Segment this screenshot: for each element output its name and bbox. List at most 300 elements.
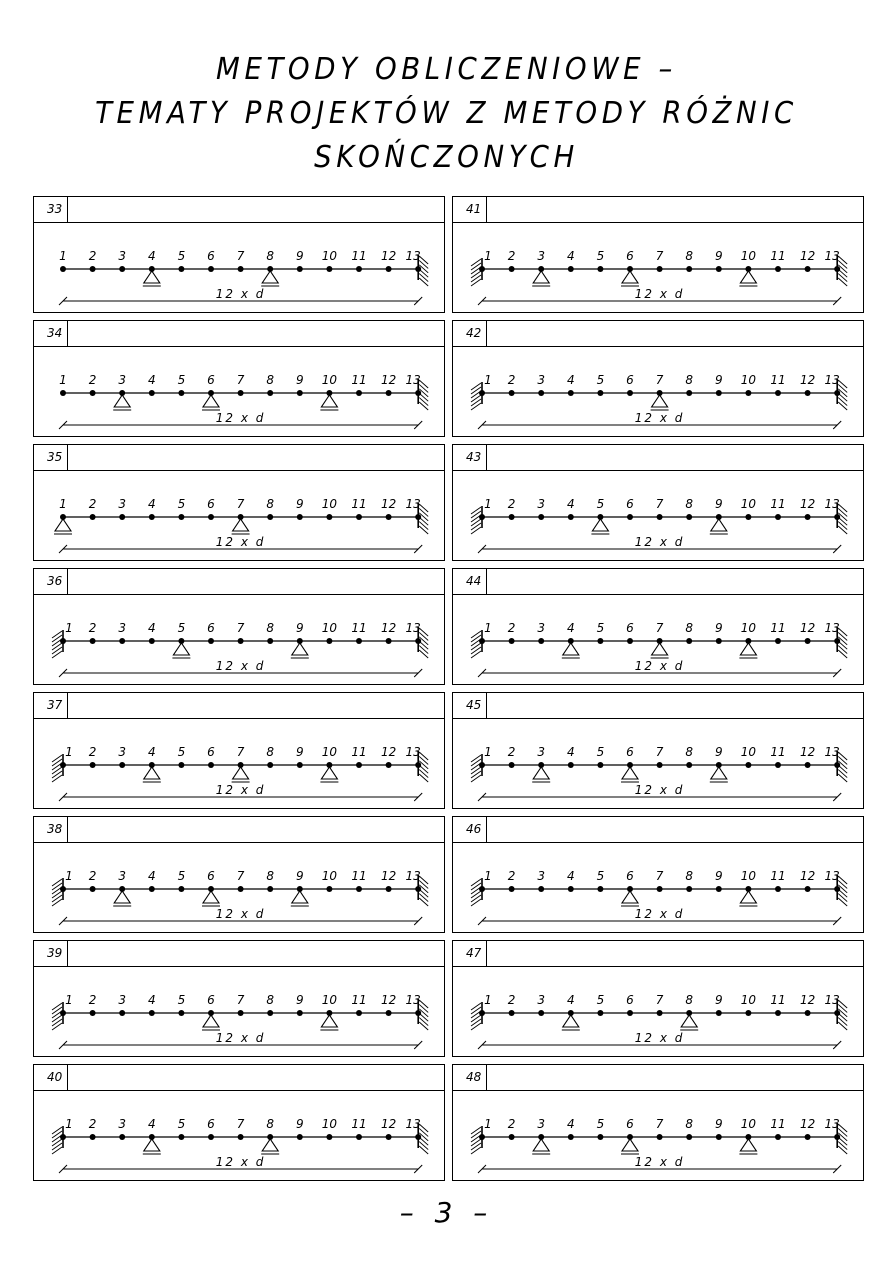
node-dot [834,886,840,892]
topic-header [453,941,863,967]
node-dot [119,1134,125,1140]
node-label: 4 [566,1117,575,1131]
pin-support [621,891,639,906]
node-label: 4 [147,497,156,511]
node-dot [238,638,244,644]
topic-panel [452,1064,864,1181]
node-dot [805,886,811,892]
node-label: 2 [88,497,97,511]
node-label: 11 [770,373,786,387]
node-dot [356,886,362,892]
fixed-support-left [471,1002,482,1030]
node-dot [90,266,96,272]
node-dot [805,390,811,396]
topic-header [34,197,444,223]
node-dot [356,390,362,396]
pin-support [710,519,728,534]
node-label: 10 [740,621,757,635]
node-label: 4 [566,745,575,759]
node-dot [297,762,303,768]
topic-panel [33,816,445,933]
node-dot [686,762,692,768]
pin-support [202,891,220,906]
node-label: 7 [655,497,664,511]
node-label: 10 [321,249,338,263]
pin-support [562,643,580,658]
node-label: 12 [799,993,816,1007]
node-dot [657,1010,663,1016]
node-label: 8 [685,621,694,635]
node-label: 3 [537,1117,546,1131]
node-dot [479,514,485,520]
node-dot [356,1010,362,1016]
node-dot [386,514,392,520]
node-dot [178,1134,184,1140]
node-label: 7 [236,993,245,1007]
node-label: 7 [655,621,664,635]
topic-panel [33,940,445,1057]
pin-support [261,271,279,286]
node-label: 5 [177,745,186,759]
topic-number: 36 [34,569,68,594]
beam-diagram [34,471,446,561]
node-dot [238,266,244,272]
node-dot [775,514,781,520]
node-dot [686,266,692,272]
fixed-support-left [471,506,482,534]
fixed-support-left [52,754,63,782]
node-label: 2 [507,1117,516,1131]
node-dot [60,266,66,272]
node-label: 4 [566,249,575,263]
topic-panel [33,444,445,561]
pin-support [739,891,757,906]
beam-diagram [34,967,446,1057]
topic-panel [33,568,445,685]
pin-support [621,767,639,782]
node-dot [479,762,485,768]
node-label: 12 [799,1117,816,1131]
node-label: 5 [596,373,605,387]
node-label: 6 [207,373,215,387]
node-label: 5 [596,869,605,883]
node-dot [178,886,184,892]
node-dot [119,514,125,520]
node-label: 3 [537,497,546,511]
pin-support [651,395,669,410]
topic-header [34,445,444,471]
node-label: 6 [626,249,634,263]
node-label: 7 [655,1117,664,1131]
node-label: 13 [824,869,840,883]
topic-number: 41 [453,197,487,222]
node-label: 12 [380,497,397,511]
node-dot [326,1134,332,1140]
node-label: 5 [177,497,186,511]
node-label: 9 [714,373,723,387]
node-dot [834,762,840,768]
node-label: 2 [507,249,516,263]
node-dot [238,390,244,396]
node-dot [775,886,781,892]
beam-diagram [34,1091,446,1181]
node-label: 9 [295,373,304,387]
node-dot [597,390,603,396]
node-label: 10 [321,621,338,635]
node-label: 7 [236,497,245,511]
node-label: 11 [351,497,367,511]
node-label: 13 [405,249,421,263]
node-dot [208,266,214,272]
span-label: 12 x d [215,907,266,921]
node-label: 12 [799,497,816,511]
pin-support [143,1139,161,1154]
node-dot [415,1010,421,1016]
node-dot [627,638,633,644]
node-label: 2 [88,249,97,263]
node-label: 9 [714,993,723,1007]
node-label: 5 [596,497,605,511]
pin-support [54,519,72,534]
node-dot [775,638,781,644]
node-label: 11 [351,869,367,883]
node-dot [415,514,421,520]
pin-support [320,395,338,410]
node-dot [775,1010,781,1016]
fixed-support-left [52,878,63,906]
node-dot [149,638,155,644]
topic-number: 34 [34,321,68,346]
fixed-support-left [471,754,482,782]
node-dot [119,762,125,768]
node-dot [149,390,155,396]
node-dot [538,390,544,396]
topic-number: 39 [34,941,68,966]
node-dot [509,638,515,644]
node-dot [119,266,125,272]
topic-panel [452,444,864,561]
node-label: 7 [655,249,664,263]
node-label: 5 [177,621,186,635]
topic-panel [33,1064,445,1181]
pin-support [261,1139,279,1154]
node-label: 10 [740,993,757,1007]
node-label: 3 [537,993,546,1007]
node-dot [686,886,692,892]
node-dot [686,390,692,396]
topic-number: 38 [34,817,68,842]
node-label: 1 [484,745,492,759]
node-dot [119,1010,125,1016]
beam-diagram [34,223,446,313]
fixed-support-left [52,630,63,658]
node-dot [805,638,811,644]
node-dot [479,266,485,272]
node-label: 4 [147,249,156,263]
node-label: 12 [380,373,397,387]
span-label: 12 x d [634,535,685,549]
node-dot [805,1134,811,1140]
node-label: 12 [380,745,397,759]
node-label: 1 [484,869,492,883]
node-label: 11 [351,993,367,1007]
node-label: 12 [799,373,816,387]
node-label: 1 [65,621,73,635]
node-label: 5 [596,621,605,635]
node-dot [568,390,574,396]
node-dot [267,1010,273,1016]
node-label: 11 [770,993,786,1007]
beam-diagram [34,347,446,437]
node-label: 8 [685,1117,694,1131]
node-dot [386,886,392,892]
node-dot [509,1010,515,1016]
node-label: 6 [207,1117,215,1131]
node-label: 7 [655,869,664,883]
node-label: 8 [685,993,694,1007]
node-label: 9 [714,621,723,635]
node-dot [509,390,515,396]
node-dot [60,886,66,892]
node-label: 12 [380,1117,397,1131]
node-label: 5 [596,745,605,759]
node-label: 10 [321,497,338,511]
node-label: 6 [626,621,634,635]
node-label: 4 [566,869,575,883]
span-label: 12 x d [634,659,685,673]
node-label: 5 [177,373,186,387]
node-label: 13 [824,745,840,759]
topic-panel [452,320,864,437]
title-line-2: TEMATY PROJEKTÓW Z METODY RÓŻNIC [95,96,798,131]
span-label: 12 x d [215,535,266,549]
node-dot [657,1134,663,1140]
node-dot [386,638,392,644]
node-label: 13 [405,1117,421,1131]
pin-support [680,1015,698,1030]
node-label: 12 [380,249,397,263]
node-label: 8 [685,869,694,883]
pin-support [532,271,550,286]
span-label: 12 x d [634,411,685,425]
node-label: 2 [88,993,97,1007]
node-dot [356,1134,362,1140]
node-dot [149,514,155,520]
node-label: 5 [177,249,186,263]
node-dot [627,514,633,520]
span-label: 12 x d [634,1031,685,1045]
node-label: 1 [484,373,492,387]
node-dot [90,762,96,768]
node-dot [208,1134,214,1140]
node-label: 8 [266,993,275,1007]
topic-number: 48 [453,1065,487,1090]
node-label: 4 [566,373,575,387]
node-dot [568,514,574,520]
node-label: 13 [405,869,421,883]
topic-number: 45 [453,693,487,718]
topic-header [34,941,444,967]
node-dot [267,390,273,396]
node-label: 6 [207,993,215,1007]
pin-support [113,891,131,906]
node-label: 7 [236,869,245,883]
node-dot [538,1010,544,1016]
beam-diagram [34,595,446,685]
node-dot [834,1010,840,1016]
pin-support [710,767,728,782]
node-label: 11 [770,497,786,511]
node-label: 4 [566,621,575,635]
beam-diagram [453,1091,865,1181]
topic-panel [33,196,445,313]
topic-header [34,569,444,595]
node-label: 3 [118,621,127,635]
node-dot [178,1010,184,1016]
pin-support [172,643,190,658]
node-label: 9 [714,1117,723,1131]
topic-panel [452,692,864,809]
node-label: 8 [266,1117,275,1131]
node-label: 10 [321,993,338,1007]
node-label: 6 [207,869,215,883]
node-label: 7 [236,621,245,635]
node-label: 1 [484,621,492,635]
node-label: 6 [207,621,215,635]
node-label: 8 [685,497,694,511]
pin-support [739,271,757,286]
node-label: 2 [507,497,516,511]
node-label: 4 [566,497,575,511]
beam-diagram [34,843,446,933]
node-label: 9 [295,249,304,263]
node-label: 9 [295,497,304,511]
pin-support [143,767,161,782]
node-dot [386,1134,392,1140]
span-label: 12 x d [215,1155,266,1169]
node-dot [60,1010,66,1016]
pin-support [143,271,161,286]
node-label: 10 [740,1117,757,1131]
node-dot [479,1010,485,1016]
title-line-3: SKOŃCZONYCH [314,140,579,175]
topic-number: 43 [453,445,487,470]
node-dot [509,886,515,892]
node-dot [415,266,421,272]
span-label: 12 x d [634,783,685,797]
node-dot [834,1134,840,1140]
node-label: 1 [59,249,67,263]
node-label: 4 [147,1117,156,1131]
node-label: 8 [266,249,275,263]
node-label: 4 [147,373,156,387]
node-dot [60,390,66,396]
node-label: 3 [118,497,127,511]
node-label: 9 [295,1117,304,1131]
node-label: 9 [714,249,723,263]
node-dot [297,1134,303,1140]
pin-support [621,271,639,286]
node-dot [657,266,663,272]
node-label: 10 [321,745,338,759]
topic-header [453,569,863,595]
node-label: 10 [740,745,757,759]
node-label: 9 [295,869,304,883]
node-dot [805,266,811,272]
node-dot [627,390,633,396]
node-label: 4 [147,869,156,883]
topic-number: 33 [34,197,68,222]
node-label: 6 [626,497,634,511]
node-label: 2 [88,373,97,387]
node-label: 11 [770,1117,786,1131]
node-dot [90,638,96,644]
node-label: 4 [147,745,156,759]
node-label: 3 [118,745,127,759]
span-label: 12 x d [634,907,685,921]
topic-number: 37 [34,693,68,718]
topic-header [453,693,863,719]
topic-header [34,693,444,719]
node-label: 9 [295,621,304,635]
node-label: 3 [537,745,546,759]
node-dot [597,762,603,768]
node-dot [149,886,155,892]
node-dot [238,1010,244,1016]
node-label: 8 [685,745,694,759]
node-dot [415,638,421,644]
node-label: 11 [351,373,367,387]
node-dot [356,266,362,272]
node-dot [267,762,273,768]
node-dot [509,762,515,768]
node-dot [479,886,485,892]
node-label: 12 [799,249,816,263]
node-label: 3 [537,249,546,263]
node-dot [657,886,663,892]
topic-number: 47 [453,941,487,966]
node-label: 1 [65,745,73,759]
node-dot [538,638,544,644]
fixed-support-left [471,258,482,286]
beam-diagram [453,595,865,685]
node-dot [326,266,332,272]
node-label: 10 [740,869,757,883]
node-label: 5 [177,1117,186,1131]
topic-header [34,1065,444,1091]
node-dot [597,886,603,892]
page-title [36,48,858,180]
node-label: 1 [484,1117,492,1131]
node-label: 8 [685,249,694,263]
pin-support [651,643,669,658]
node-dot [657,514,663,520]
node-dot [597,266,603,272]
beam-diagram [34,719,446,809]
node-label: 7 [236,249,245,263]
node-label: 11 [351,1117,367,1131]
node-label: 4 [147,993,156,1007]
node-dot [597,1134,603,1140]
node-dot [716,638,722,644]
node-dot [597,638,603,644]
topic-number: 42 [453,321,487,346]
node-dot [60,638,66,644]
node-dot [509,514,515,520]
node-label: 2 [507,373,516,387]
node-dot [326,886,332,892]
node-label: 7 [655,745,664,759]
